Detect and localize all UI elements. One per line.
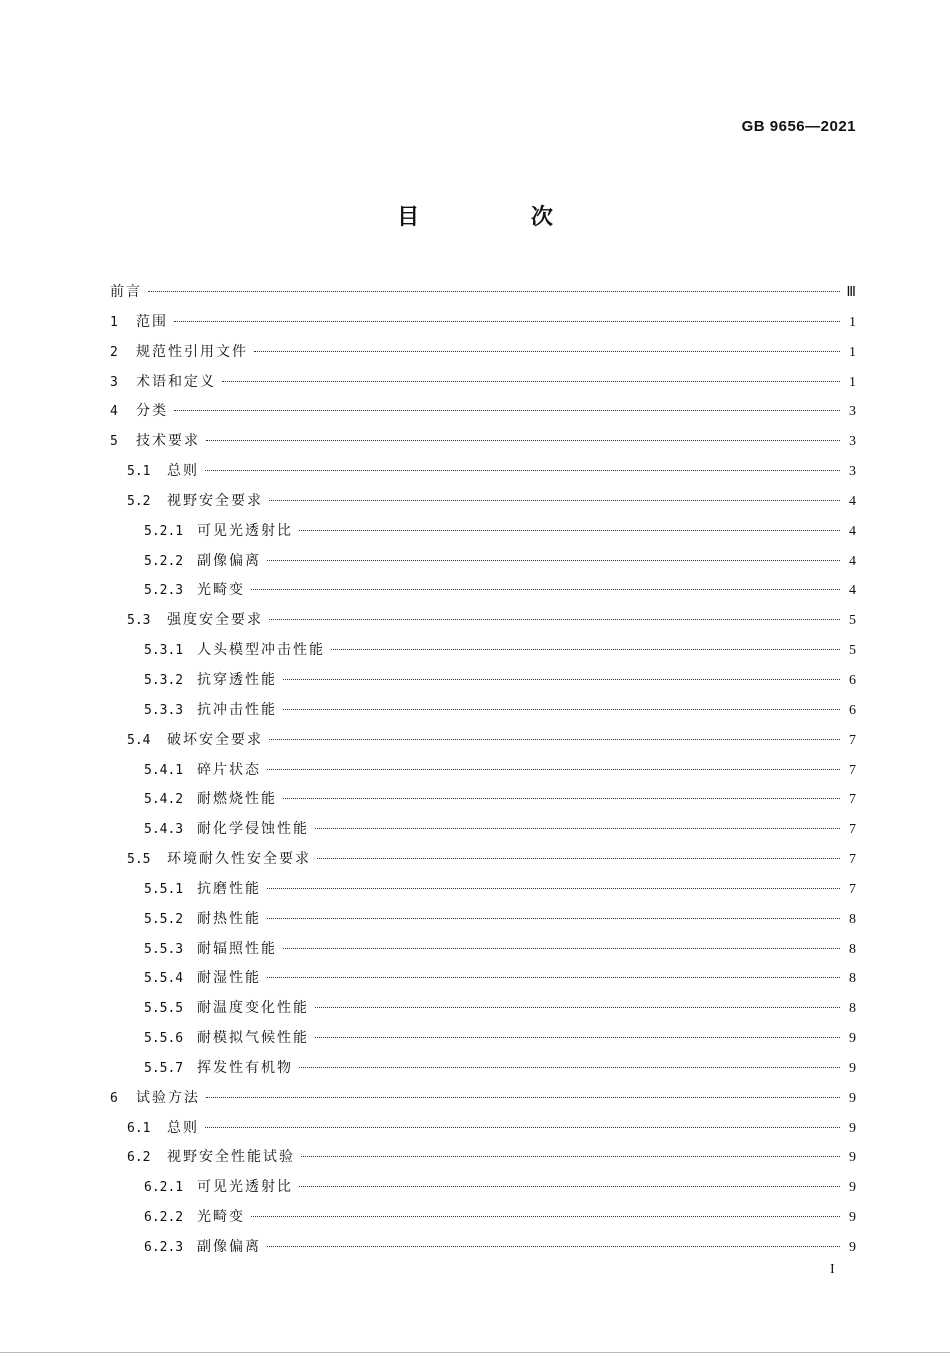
toc-entry[interactable] [110, 636, 856, 666]
toc-entry[interactable] [110, 397, 856, 427]
toc-entry-number: 5.1 [127, 464, 151, 480]
dot-leader [267, 559, 840, 561]
toc-entry[interactable] [110, 1084, 856, 1114]
toc-entry[interactable] [110, 696, 856, 726]
toc-entry-page: 5 [849, 613, 856, 629]
toc-entry[interactable] [110, 606, 856, 636]
page-title: 目 次 [397, 205, 605, 230]
toc-entry-title: 抗穿透性能 [197, 671, 277, 688]
toc-entry-page: 8 [849, 941, 856, 957]
toc-entry-page: 4 [849, 493, 856, 509]
dot-leader [222, 380, 840, 382]
dot-leader [254, 350, 840, 352]
toc-entry-page: 9 [849, 1210, 856, 1226]
toc-entry-number: 2 [110, 344, 118, 360]
toc-entry-number: 5.3 [127, 613, 151, 629]
toc-entry-title: 前言 [110, 284, 142, 300]
dot-leader [205, 1126, 840, 1128]
footer-page-number: I [830, 1262, 835, 1277]
toc-entry-page: 4 [849, 583, 856, 599]
dot-leader [331, 648, 840, 650]
toc-entry-page: 8 [849, 971, 856, 987]
toc-entry-page: 7 [849, 822, 856, 838]
toc-entry-title: 环境耐久性安全要求 [167, 851, 311, 868]
toc-entry[interactable] [110, 517, 856, 547]
toc-entry-title: 耐模拟气候性能 [197, 1030, 309, 1047]
toc-entry-number: 5.4 [127, 732, 151, 748]
toc-entry-page: 3 [849, 434, 856, 450]
toc-entry-number: 5.5.2 [144, 911, 184, 927]
toc-entry-number: 5.4.2 [144, 792, 184, 808]
dot-leader [317, 857, 840, 859]
toc-entry-page: 7 [849, 732, 856, 748]
toc-entry-number: 6.2.3 [144, 1240, 184, 1255]
toc-entry-number: 6.2.1 [144, 1180, 184, 1196]
toc-entry[interactable] [110, 785, 856, 815]
toc-entry-title: 可见光透射比 [197, 522, 293, 539]
toc-entry[interactable] [110, 308, 856, 338]
toc-entry[interactable] [110, 1143, 856, 1173]
toc-entry-page: 7 [849, 792, 856, 808]
toc-entry-title: 视野安全性能试验 [167, 1149, 295, 1166]
toc-entry-title: 破坏安全要求 [167, 731, 263, 748]
dot-leader [315, 1006, 840, 1008]
dot-leader [251, 588, 840, 590]
toc-entry[interactable] [110, 964, 856, 994]
toc-entry-number: 5.5.4 [144, 971, 184, 987]
dot-leader [148, 290, 840, 292]
toc-entry-page: 3 [849, 464, 856, 480]
toc-entry-title: 强度安全要求 [167, 612, 263, 629]
dot-leader [174, 320, 840, 322]
toc-entry[interactable] [110, 1203, 856, 1233]
toc-entry-number: 5.3.2 [144, 672, 184, 688]
toc-entry[interactable] [110, 278, 856, 308]
page-bottom-edge [0, 1352, 950, 1353]
dot-leader [206, 439, 840, 441]
dot-leader [251, 1215, 840, 1217]
dot-leader [283, 797, 840, 799]
toc-entry-page: 6 [849, 702, 856, 718]
dot-leader [315, 1036, 840, 1038]
toc-entry-title: 规范性引用文件 [136, 343, 248, 360]
toc-entry-number: 5.2.3 [144, 583, 184, 599]
toc-entry[interactable] [110, 1233, 856, 1263]
toc-entry-page: 7 [849, 852, 856, 868]
toc-entry[interactable] [110, 338, 856, 368]
toc-entry-page: 5 [849, 643, 856, 659]
toc-entry-title: 术语和定义 [136, 373, 216, 390]
dot-leader [267, 917, 840, 919]
toc-entry[interactable] [110, 1114, 856, 1144]
toc-entry[interactable] [110, 815, 856, 845]
dot-leader [299, 1185, 840, 1187]
toc-entry-page: 1 [849, 374, 856, 390]
dot-leader [301, 1155, 840, 1157]
toc-entry-page: 8 [849, 1001, 856, 1017]
toc-entry-number: 6.1 [127, 1120, 151, 1136]
toc-entry-page: 9 [849, 1240, 856, 1255]
toc-entry-number: 6.2.2 [144, 1210, 184, 1226]
toc-entry-title: 耐辐照性能 [197, 940, 277, 957]
toc-entry-number: 5.5.3 [144, 941, 184, 957]
dot-leader [174, 409, 840, 411]
toc-entry-page: Ⅲ [846, 285, 856, 300]
toc-entry-number: 6 [110, 1090, 118, 1106]
dot-leader [299, 529, 840, 531]
toc-entry-number: 5 [110, 434, 118, 450]
toc-entry-page: 9 [849, 1150, 856, 1166]
toc-entry[interactable] [110, 547, 856, 577]
toc-entry-number: 5.2.2 [144, 553, 184, 569]
toc-entry-page: 8 [849, 911, 856, 927]
toc-entry[interactable] [110, 1173, 856, 1203]
dot-leader [283, 947, 840, 949]
toc-entry-number: 5.5.1 [144, 881, 184, 897]
dot-leader [299, 1066, 840, 1068]
toc-entry-number: 5.5.5 [144, 1001, 184, 1017]
document-code: GB 9656—2021 [741, 118, 856, 135]
toc-entry-page: 9 [849, 1120, 856, 1136]
toc-entry-page: 4 [849, 523, 856, 539]
toc-entry-number: 6.2 [127, 1150, 151, 1166]
toc-entry-number: 5.4.1 [144, 762, 184, 778]
toc-entry-page: 1 [849, 344, 856, 360]
toc-entry-title: 耐化学侵蚀性能 [197, 821, 309, 838]
toc-entry-page: 9 [849, 1031, 856, 1047]
toc-entry-title: 耐燃烧性能 [197, 791, 277, 808]
dot-leader [269, 738, 840, 740]
dot-leader [267, 768, 840, 770]
toc-entry[interactable] [110, 457, 856, 487]
toc-entry-page: 7 [849, 881, 856, 897]
dot-leader [267, 887, 840, 889]
toc-entry-page: 4 [849, 553, 856, 569]
toc-entry[interactable] [110, 487, 856, 517]
toc-entry-title: 人头模型冲击性能 [197, 642, 325, 659]
toc-entry-title: 技术要求 [136, 433, 200, 450]
toc-entry-number: 4 [110, 404, 118, 420]
toc-entry[interactable] [110, 1024, 856, 1054]
toc-entry-number: 3 [110, 374, 118, 390]
toc-entry-number: 5.3.3 [144, 702, 184, 718]
dot-leader [206, 1096, 840, 1098]
toc-entry[interactable] [110, 666, 856, 696]
toc-entry-title: 光畸变 [197, 582, 245, 599]
toc-entry-title: 光畸变 [197, 1209, 245, 1226]
toc-entry-number: 1 [110, 314, 118, 330]
toc-entry[interactable] [110, 935, 856, 965]
dot-leader [267, 1245, 840, 1247]
toc-entry-page: 9 [849, 1090, 856, 1106]
toc-entry[interactable] [110, 756, 856, 786]
toc-entry-page: 6 [849, 672, 856, 688]
toc-entry[interactable] [110, 905, 856, 935]
dot-leader [269, 618, 840, 620]
toc-entry-title: 碎片状态 [197, 761, 261, 778]
toc-entry-number: 5.5 [127, 852, 151, 868]
toc-entry-page: 9 [849, 1180, 856, 1196]
toc-entry-number: 5.2.1 [144, 523, 184, 539]
toc-entry-title: 副像偏离 [197, 1239, 261, 1255]
toc-entry-number: 5.5.7 [144, 1060, 184, 1076]
toc-entry-title: 耐热性能 [197, 910, 261, 927]
dot-leader [283, 708, 840, 710]
dot-leader [205, 469, 840, 471]
toc-entry-number: 5.4.3 [144, 822, 184, 838]
toc-entry-number: 5.3.1 [144, 643, 184, 659]
toc-entry-title: 范围 [136, 313, 168, 330]
toc-entry-title: 耐温度变化性能 [197, 1000, 309, 1017]
dot-leader [267, 976, 840, 978]
toc-entry-title: 试验方法 [136, 1089, 200, 1106]
toc-entry[interactable] [110, 1054, 856, 1084]
dot-leader [315, 827, 840, 829]
dot-leader [269, 499, 840, 501]
toc-entry[interactable] [110, 726, 856, 756]
toc-entry[interactable] [110, 576, 856, 606]
toc-entry-title: 视野安全要求 [167, 492, 263, 509]
toc-entry-page: 3 [849, 404, 856, 420]
dot-leader [283, 678, 840, 680]
toc-entry-title: 分类 [136, 403, 168, 420]
toc-entry[interactable] [110, 368, 856, 398]
toc-entry-number: 5.5.6 [144, 1031, 184, 1047]
table-of-contents [110, 278, 856, 1263]
toc-entry-page: 7 [849, 762, 856, 778]
toc-entry-title: 抗冲击性能 [197, 701, 277, 718]
toc-entry[interactable] [110, 427, 856, 457]
toc-entry-page: 9 [849, 1060, 856, 1076]
toc-entry-title: 可见光透射比 [197, 1179, 293, 1196]
toc-entry-title: 总则 [167, 1119, 199, 1136]
toc-entry-title: 耐湿性能 [197, 970, 261, 987]
toc-entry[interactable] [110, 875, 856, 905]
toc-entry-number: 5.2 [127, 493, 151, 509]
toc-entry[interactable] [110, 845, 856, 875]
toc-entry[interactable] [110, 994, 856, 1024]
toc-entry-title: 抗磨性能 [197, 880, 261, 897]
toc-entry-page: 1 [849, 314, 856, 330]
toc-entry-title: 挥发性有机物 [197, 1059, 293, 1076]
toc-entry-title: 副像偏离 [197, 552, 261, 569]
toc-entry-title: 总则 [167, 463, 199, 480]
